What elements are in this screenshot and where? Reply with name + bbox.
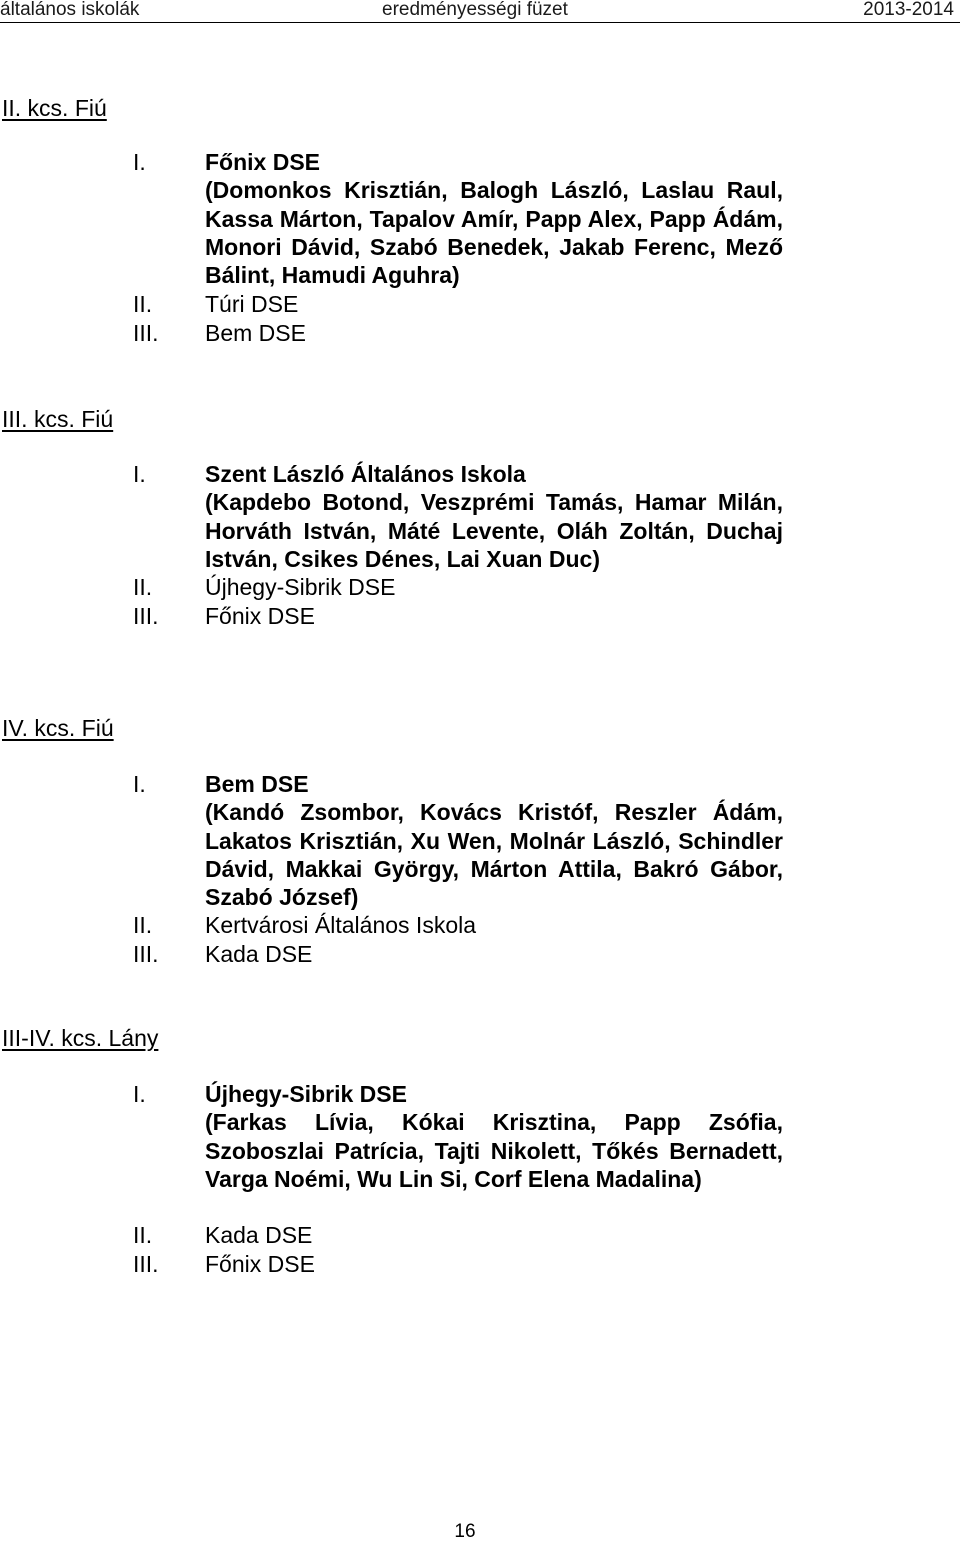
place-number: II. bbox=[133, 1222, 153, 1248]
team-members: (Kandó Zsombor, Kovács Kristóf, Reszler Ádám, Lakatos Krisztián, Xu Wen, Molnár László, Schindler Dávid, Makkai György, Márton Attila, Bakró Gábor, Szabó József) bbox=[205, 799, 783, 911]
section-title: III. kcs. Fiú bbox=[2, 406, 114, 432]
section-title: III-IV. kcs. Lány bbox=[2, 1025, 159, 1051]
place-number: II. bbox=[133, 912, 153, 938]
page-number: 16 bbox=[454, 1521, 476, 1542]
place-number: II. bbox=[133, 574, 153, 600]
section-title: IV. kcs. Fiú bbox=[2, 715, 114, 741]
place-number: III. bbox=[133, 603, 159, 629]
winner-team: Főnix DSE bbox=[205, 149, 321, 175]
winner-team: Bem DSE bbox=[205, 771, 309, 797]
winner-team: Szent László Általános Iskola bbox=[205, 461, 526, 487]
place-number: III. bbox=[133, 941, 159, 967]
header-center-text: eredményességi füzet bbox=[382, 0, 568, 20]
place-number: III. bbox=[133, 1251, 159, 1277]
place-number: I. bbox=[133, 1081, 146, 1107]
section-title: II. kcs. Fiú bbox=[2, 95, 107, 121]
second-place-team: Kertvárosi Általános Iskola bbox=[205, 912, 477, 938]
place-number: III. bbox=[133, 320, 159, 346]
header-left-text: általános iskolák bbox=[0, 0, 140, 20]
second-place-team: Kada DSE bbox=[205, 1222, 313, 1248]
second-place-team: Túri DSE bbox=[205, 291, 299, 317]
winner-team: Újhegy-Sibrik DSE bbox=[205, 1081, 407, 1107]
team-members: (Kapdebo Botond, Veszprémi Tamás, Hamar Milán, Horváth István, Máté Levente, Oláh Zoltán, Duchaj István, Csikes Dénes, Lai Xuan Duc) bbox=[205, 489, 783, 572]
page-header bbox=[0, 0, 960, 24]
team-members: (Farkas Lívia, Kókai Krisztina, Papp Zsófia, Szoboszlai Patrícia, Tajti Nikolett, Tőkés Bernadett, Varga Noémi, Wu Lin Si, Corf Elena Madalina) bbox=[205, 1109, 783, 1192]
third-place-team: Főnix DSE bbox=[205, 1251, 315, 1277]
third-place-team: Kada DSE bbox=[205, 941, 313, 967]
place-number: I. bbox=[133, 149, 146, 175]
third-place-team: Bem DSE bbox=[205, 320, 306, 346]
second-place-team: Újhegy-Sibrik DSE bbox=[205, 574, 396, 600]
place-number: I. bbox=[133, 771, 146, 797]
header-rule bbox=[0, 22, 960, 23]
team-members: (Domonkos Krisztián, Balogh László, Laslau Raul, Kassa Márton, Tapalov Amír, Papp Alex, Papp Ádám, Monori Dávid, Szabó Benedek, Jakab Ferenc, Mező Bálint, Hamudi Aguhra) bbox=[205, 177, 783, 289]
third-place-team: Főnix DSE bbox=[205, 603, 315, 629]
place-number: I. bbox=[133, 461, 146, 487]
place-number: II. bbox=[133, 291, 153, 317]
header-right-text: 2013-2014 bbox=[863, 0, 954, 20]
